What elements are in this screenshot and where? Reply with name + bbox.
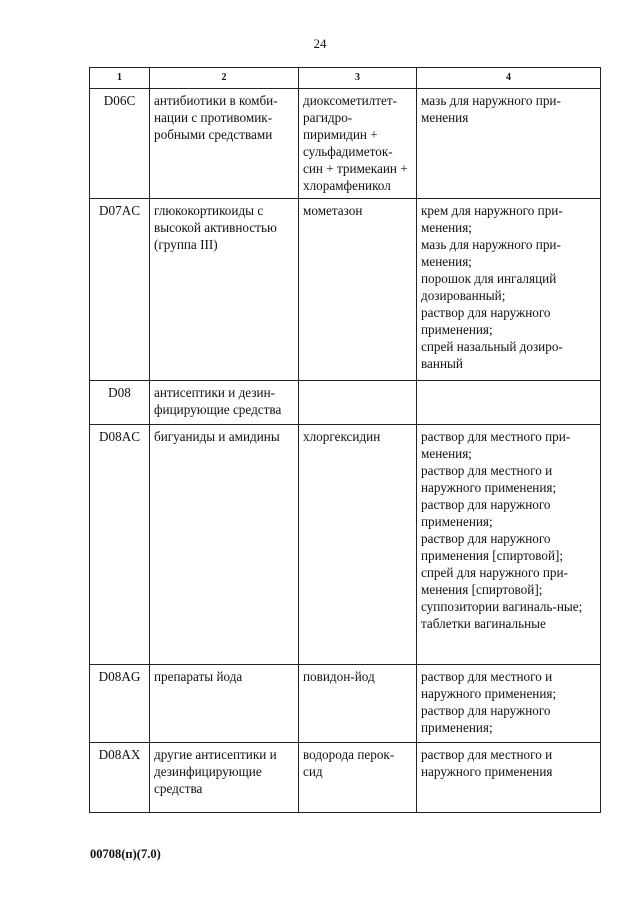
dosage-forms-cell (417, 743, 601, 813)
dosage-form-item: раствор для наружного применения [спиртовой]; (421, 531, 564, 563)
dosage-form-item: раствор для местного и наружного применения (421, 747, 553, 779)
dosage-form-item: суппозитории вагиналь-ные; (421, 599, 583, 614)
dosage-form-item: раствор для наружного применения; (421, 497, 551, 529)
table-row (90, 425, 601, 665)
dosage-form-item: раствор для местного при-менения; (421, 429, 571, 461)
anatomical-therapeutic-group-cell: антибиотики в комби-нации с противомик-робными средствами (150, 89, 299, 199)
dosage-form-item: раствор для наружного применения; (421, 305, 551, 337)
atc-code-cell: D08AX (90, 743, 150, 813)
dosage-form-item: мазь для наружного при-менения (421, 93, 561, 125)
dosage-form-item: мазь для наружного при-менения; (421, 237, 561, 269)
atc-code-cell: D08AG (90, 665, 150, 743)
column-header-1: 1 (90, 68, 150, 89)
page-number: 24 (313, 36, 327, 51)
table-row (90, 743, 601, 813)
table-body (90, 89, 601, 813)
anatomical-therapeutic-group-cell: бигуаниды и амидины (150, 425, 299, 665)
dosage-forms-cell (417, 425, 601, 665)
dosage-form-item: спрей назальный дозиро-ванный (421, 339, 563, 371)
substance-cell: повидон-йод (299, 665, 417, 743)
anatomical-therapeutic-group-cell: другие антисептики и дезинфицирующие средства (150, 743, 299, 813)
substance-cell: диоксометилтет-рагидро-пиримидин + сульфадиметок-син + тримекаин + хлорамфеникол (299, 89, 417, 199)
document-code: 00708(п)(7.0) (90, 847, 161, 861)
table-row (90, 199, 601, 381)
dosage-form-item: раствор для местного и наружного применения; (421, 669, 557, 701)
table-row (90, 89, 601, 199)
dosage-form-item: раствор для наружного применения; (421, 703, 551, 735)
dosage-form-item: спрей для наружного при-менения [спиртовой]; (421, 565, 568, 597)
dosage-forms-cell (417, 381, 601, 425)
table-row (90, 665, 601, 743)
atc-code-cell: D08AC (90, 425, 150, 665)
column-header-2: 2 (150, 68, 299, 89)
dosage-forms-cell (417, 665, 601, 743)
dosage-form-item: таблетки вагинальные (421, 616, 546, 631)
dosage-form-item: порошок для ингаляций дозированный; (421, 271, 557, 303)
table-header-row (90, 68, 601, 89)
atc-code-cell: D08 (90, 381, 150, 425)
dosage-forms-cell (417, 89, 601, 199)
drug-table (89, 67, 601, 813)
column-header-4: 4 (417, 68, 601, 89)
anatomical-therapeutic-group-cell: антисептики и дезин-фицирующие средства (150, 381, 299, 425)
substance-cell: хлоргексидин (299, 425, 417, 665)
anatomical-therapeutic-group-cell: глюкокортикоиды с высокой активностью (группа III) (150, 199, 299, 381)
atc-code-cell: D06C (90, 89, 150, 199)
anatomical-therapeutic-group-cell: препараты йода (150, 665, 299, 743)
atc-code-cell: D07AC (90, 199, 150, 381)
substance-cell (299, 381, 417, 425)
dosage-form-item: раствор для местного и наружного применения; (421, 463, 557, 495)
dosage-form-item: крем для наружного при-менения; (421, 203, 563, 235)
substance-cell: мометазон (299, 199, 417, 381)
dosage-forms-cell (417, 199, 601, 381)
table-row (90, 381, 601, 425)
column-header-3: 3 (299, 68, 417, 89)
substance-cell: водорода перок-сид (299, 743, 417, 813)
